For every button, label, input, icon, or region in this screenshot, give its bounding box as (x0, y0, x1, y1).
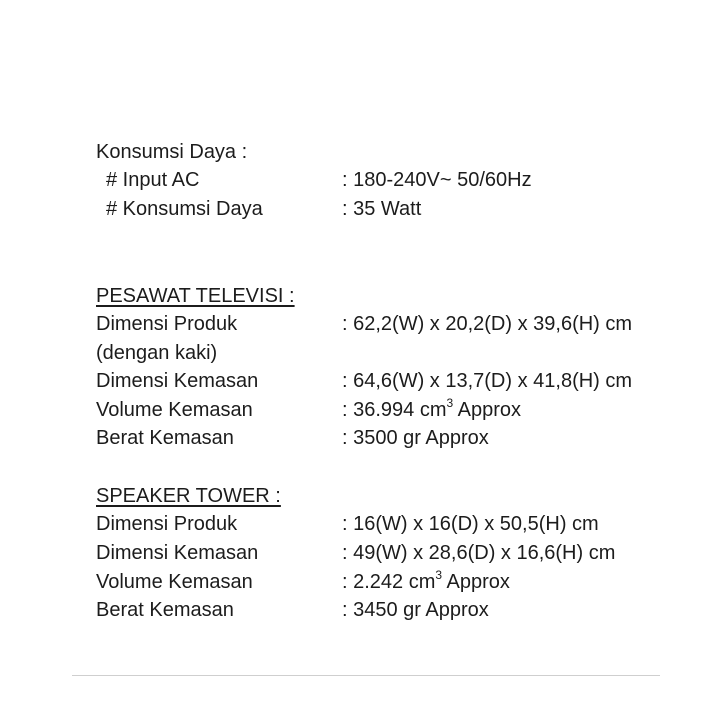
spec-value (342, 568, 510, 596)
spec-value: : 3500 gr Approx (342, 427, 489, 449)
spec-row-speaker-product-dimension (96, 510, 696, 538)
spec-label: Dimensi Produk (96, 313, 238, 335)
spec-value: : 16(W) x 16(D) x 50,5(H) cm (342, 513, 599, 535)
spec-value (342, 396, 521, 424)
spec-value: : 64,6(W) x 13,7(D) x 41,8(H) cm (342, 370, 633, 392)
power-title: Konsumsi Daya : (96, 141, 248, 163)
spec-label: Dimensi Kemasan (96, 370, 259, 392)
spec-row-tv-with-stand-note (96, 339, 696, 367)
spec-row-speaker-package-dimension (96, 539, 696, 567)
spec-row-speaker-package-weight (96, 596, 696, 624)
value-text: : 36.994 cm (342, 399, 447, 421)
value-text: Approx (442, 571, 510, 593)
tv-section-heading: PESAWAT TELEVISI : (96, 285, 295, 307)
spec-row-input-ac (96, 166, 696, 194)
spec-label: Dimensi Produk (96, 513, 238, 535)
spec-label: # Input AC (106, 169, 200, 191)
spec-row-tv-package-weight (96, 424, 696, 452)
spec-value: : 35 Watt (342, 198, 422, 220)
spec-label: # Konsumsi Daya (106, 198, 263, 220)
spec-label: Volume Kemasan (96, 399, 253, 421)
value-text: : 2.242 cm (342, 571, 436, 593)
spec-label: Volume Kemasan (96, 571, 253, 593)
value-text: Approx (453, 399, 522, 421)
spec-label: Berat Kemasan (96, 427, 234, 449)
spec-label: (dengan kaki) (96, 342, 218, 364)
spec-row-speaker-package-volume (96, 568, 696, 596)
spec-row-tv-package-dimension (96, 367, 696, 395)
superscript: 3 (435, 568, 443, 583)
spec-row-tv-package-volume (96, 396, 696, 424)
spec-row-tv-product-dimension (96, 310, 696, 338)
spec-label: Dimensi Kemasan (96, 542, 259, 564)
spec-row-power-consumption (96, 195, 696, 223)
bottom-divider (72, 675, 660, 676)
spec-label: Berat Kemasan (96, 599, 234, 621)
spec-value: : 49(W) x 28,6(D) x 16,6(H) cm (342, 542, 616, 564)
superscript: 3 (446, 396, 454, 411)
power-title-row (96, 138, 696, 166)
spec-value: : 180-240V~ 50/60Hz (342, 169, 532, 191)
spec-value: : 62,2(W) x 20,2(D) x 39,6(H) cm (342, 313, 633, 335)
spec-value: : 3450 gr Approx (342, 599, 489, 621)
speaker-section-heading: SPEAKER TOWER : (96, 485, 281, 507)
